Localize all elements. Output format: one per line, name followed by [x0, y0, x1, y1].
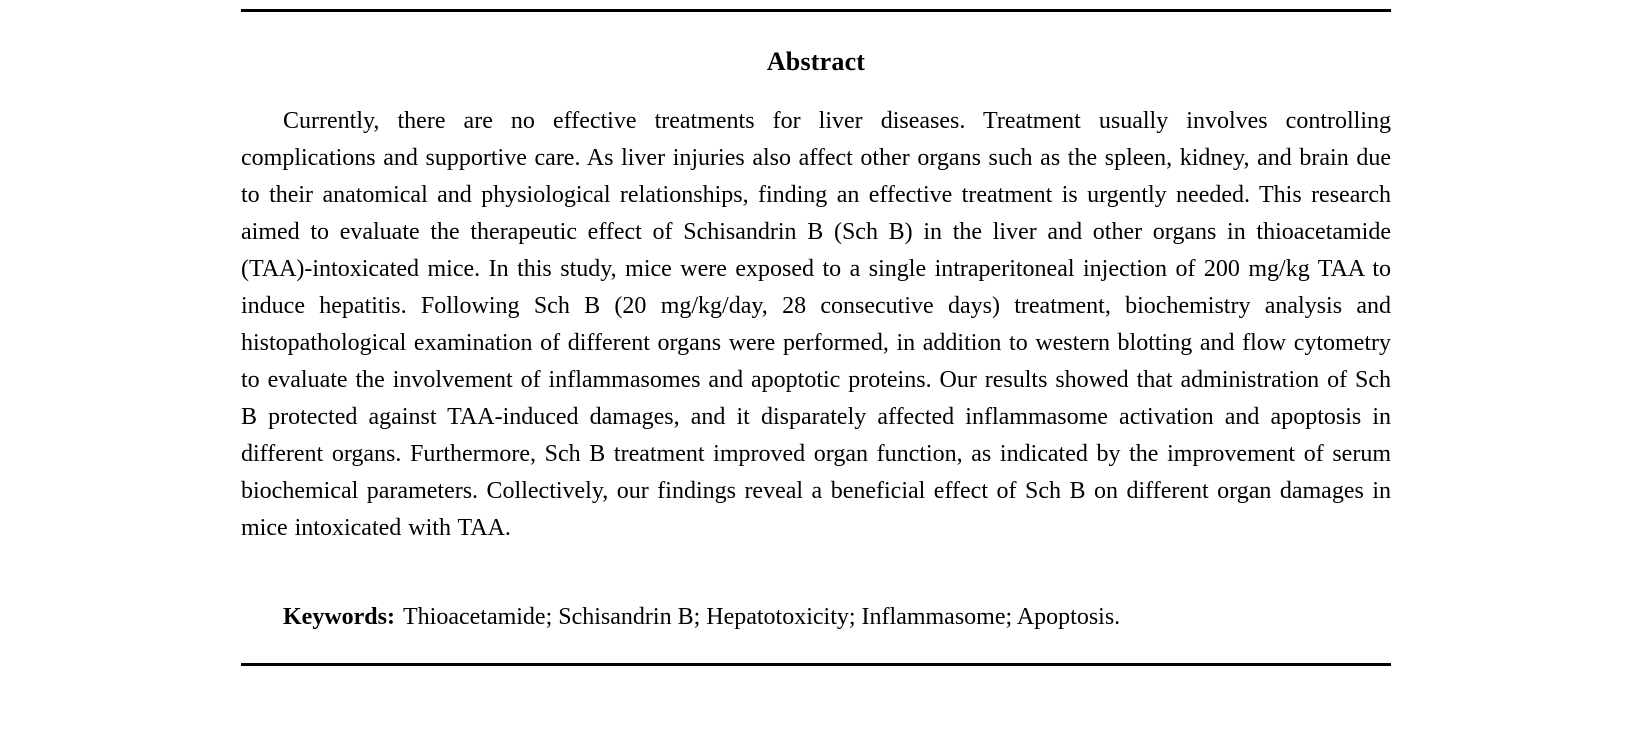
- abstract-paragraph: Currently, there are no effective treatments for liver diseases. Treatment usually involves controlling complications and supportive care. As liver injuries also affect other organs such as the spleen, kidney, and brain due to their anatomical and physiological relationships, finding an effective treatment is urgently needed. This research aimed to evaluate the therapeutic effect of Schisandrin B (Sch B) in the liver and other organs in thioacetamide (TAA)-intoxicated mice. In this study, mice were exposed to a single intraperitoneal injection of 200 mg/kg TAA to induce hepatitis. Following Sch B (20 mg/kg/day, 28 consecutive days) treatment, biochemistry analysis and histopathological examination of different organs were performed, in addition to western blotting and flow cytometry to evaluate the involvement of inflammasomes and apoptotic proteins. Our results showed that administration of Sch B protected against TAA-induced damages, and it disparately affected inflammasome activation and apoptosis in different organs. Furthermore, Sch B treatment improved organ function, as indicated by the improvement of serum biochemical parameters. Collectively, our findings reveal a beneficial effect of Sch B on different organ damages in mice intoxicated with TAA.: [241, 108, 1391, 541]
- bottom-divider: [241, 663, 1391, 666]
- keywords-line: [241, 599, 1391, 636]
- top-divider: [241, 9, 1391, 12]
- abstract-heading: Abstract: [766, 47, 866, 76]
- keywords-label: Keywords:: [283, 604, 395, 630]
- abstract-column: [241, 0, 1391, 666]
- keywords-value: Thioacetamide; Schisandrin B; Hepatotoxicity; Inflammasome; Apoptosis.: [402, 604, 1121, 630]
